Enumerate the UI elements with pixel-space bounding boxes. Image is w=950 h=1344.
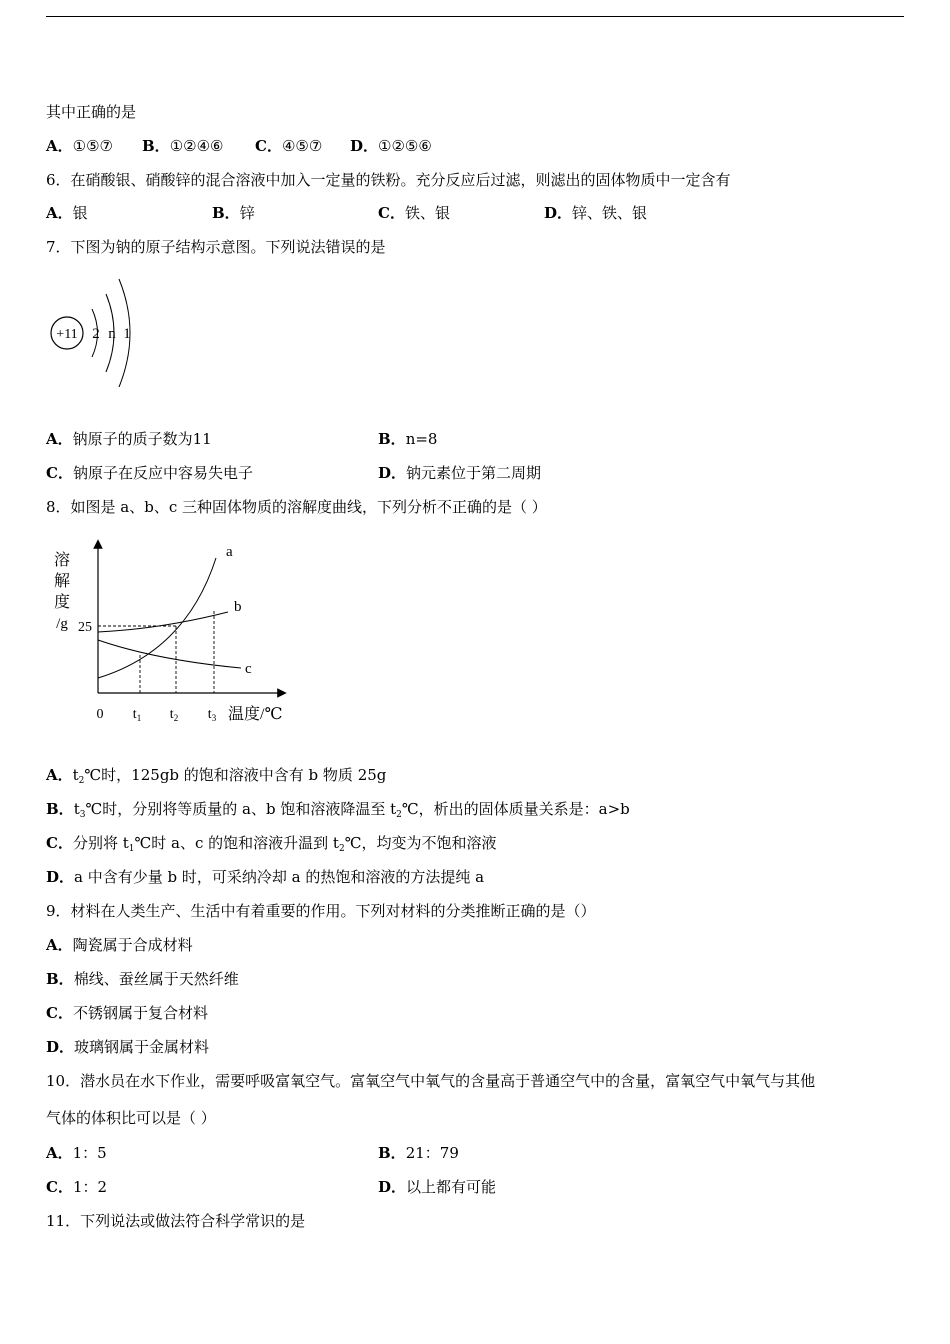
q7-option-c[interactable] (46, 463, 253, 483)
q5-option-a[interactable] (46, 136, 113, 156)
option-text: 1：5 (72, 1144, 107, 1162)
curve-b-label: b (234, 599, 242, 615)
option-text: n=8 (405, 430, 438, 448)
option-label: B． (212, 204, 240, 222)
option-text: 棉线、蚕丝属于天然纤维 (73, 970, 239, 988)
curve-a-label: a (226, 544, 233, 560)
q9-option-c[interactable] (46, 1003, 208, 1023)
option-text: 钠原子在反应中容易失电子 (72, 464, 253, 482)
option-text: ①⑤⑦ (72, 137, 113, 155)
y-tick-25: 25 (78, 620, 92, 635)
option-text: 陶瓷属于合成材料 (72, 936, 193, 954)
option-text: 玻璃钢属于金属材料 (74, 1038, 210, 1056)
q9-option-a[interactable] (46, 935, 193, 955)
q10-option-a[interactable] (46, 1143, 107, 1163)
option-label: D． (544, 204, 573, 222)
q10-option-b[interactable] (378, 1143, 459, 1163)
option-text: 21：79 (405, 1144, 459, 1162)
option-text: ④⑤⑦ (281, 137, 323, 155)
q6-option-c[interactable] (378, 203, 450, 223)
option-text: $t_3℃$时，分别将等质量的 a、b 饱和溶液降温至 $t_2℃$，析出的固体质量关系是：a>b (73, 800, 630, 820)
option-text: ①②④⑥ (169, 137, 224, 155)
x-tick-t1: $t_1$ (132, 707, 142, 723)
option-label: A． (46, 936, 73, 954)
q6-option-d[interactable] (544, 203, 647, 223)
curve-c (98, 640, 241, 668)
q6-option-b[interactable] (212, 203, 255, 223)
q10-stem-line-1: 10．潜水员在水下作业，需要呼吸富氧空气。富氧空气中氧气的含量高于普通空气中的含量，富氧空气中氧气与其他 (46, 1072, 816, 1090)
q7-stem: 7．下图为钠的原子结构示意图。下列说法错误的是 (46, 238, 386, 256)
q7-option-d[interactable] (378, 463, 541, 483)
q5-option-d[interactable] (350, 136, 432, 156)
option-label: B． (378, 430, 406, 448)
q9-stem: 9．材料在人类生产、生活中有着重要的作用。下列对材料的分类推断正确的是（） (46, 902, 596, 920)
sodium-atom-diagram (46, 276, 141, 391)
y-label-char-1: 溶 (53, 552, 71, 569)
option-label: A． (46, 137, 73, 155)
option-label: A． (46, 1144, 73, 1162)
q10-option-d[interactable] (378, 1177, 496, 1197)
option-label: B． (142, 137, 170, 155)
q11-stem: 11．下列说法或做法符合科学常识的是 (46, 1212, 306, 1230)
option-label: D． (350, 137, 379, 155)
option-label: C． (46, 834, 73, 852)
x-tick-t2: $t_2$ (169, 707, 179, 723)
q6-stem: 6．在硝酸银、硝酸锌的混合溶液中加入一定量的铁粉。充分反应后过滤，则滤出的固体物质中一定含有 (46, 171, 731, 189)
q10-stem-line-2: 气体的体积比可以是（ ） (46, 1109, 216, 1127)
option-label: A． (46, 766, 73, 784)
option-text: 锌 (239, 204, 255, 222)
curve-c-label: c (245, 661, 252, 677)
q9-option-d[interactable] (46, 1037, 209, 1057)
q8-stem: 8．如图是 a、b、c 三种固体物质的溶解度曲线，下列分析不正确的是（ ） (46, 498, 547, 516)
option-label: B． (46, 970, 74, 988)
x-origin-label: 0 (96, 707, 104, 722)
option-label: C． (46, 1178, 73, 1196)
q8-option-d[interactable] (46, 867, 484, 887)
header-rule (46, 16, 904, 17)
option-text: 分别将 $t_1℃$时 a、c 的饱和溶液升温到 $t_2℃$，均变为不饱和溶液 (72, 834, 497, 854)
option-label: C． (46, 464, 73, 482)
option-label: B． (46, 800, 74, 818)
option-label: A． (46, 204, 73, 222)
curve-b (98, 612, 228, 632)
q9-option-b[interactable] (46, 969, 239, 989)
option-label: C． (46, 1004, 73, 1022)
option-text: 以上都有可能 (406, 1178, 497, 1196)
q5-option-c[interactable] (255, 136, 322, 156)
option-text: ①②⑤⑥ (378, 137, 432, 155)
q8-option-c[interactable] (46, 833, 496, 859)
option-text: 钠原子的质子数为11 (72, 430, 212, 448)
option-text: $t_2℃$时，125gb 的饱和溶液中含有 b 物质 25g (72, 766, 387, 786)
q8-option-a[interactable] (46, 765, 386, 791)
option-label: D． (46, 1038, 75, 1056)
solubility-chart (46, 536, 291, 726)
q8-option-b[interactable] (46, 799, 630, 825)
q5-option-b[interactable] (142, 136, 223, 156)
option-label: D． (46, 868, 75, 886)
option-label: C． (378, 204, 405, 222)
q10-option-c[interactable] (46, 1177, 107, 1197)
option-text: 锌、铁、银 (572, 204, 648, 222)
y-label-char-2: 解 (53, 573, 71, 590)
option-label: D． (378, 1178, 407, 1196)
y-label-char-3: 度 (53, 594, 71, 611)
option-text: 钠元素位于第二周期 (406, 464, 542, 482)
q6-option-a[interactable] (46, 203, 88, 223)
option-label: B． (378, 1144, 406, 1162)
q7-option-a[interactable] (46, 429, 212, 449)
option-text: a 中含有少量 b 时，可采纳冷却 a 的热饱和溶液的方法提纯 a (74, 868, 485, 886)
y-label-char-4: /g (56, 616, 68, 632)
x-tick-t3: $t_3$ (207, 707, 217, 723)
nucleus-charge: +11 (56, 327, 78, 342)
option-text: 不锈钢属于复合材料 (72, 1004, 208, 1022)
x-axis-label: 温度/℃ (228, 706, 283, 723)
option-label: A． (46, 430, 73, 448)
shell-2-count: n (108, 326, 116, 342)
option-text: 银 (72, 204, 88, 222)
option-text: 铁、银 (404, 204, 450, 222)
q5-intro: 其中正确的是 (46, 103, 137, 121)
q7-option-b[interactable] (378, 429, 437, 449)
option-label: C． (255, 137, 282, 155)
curve-a (98, 558, 216, 678)
option-text: 1：2 (72, 1178, 108, 1196)
shell-3-count: 1 (123, 326, 131, 342)
shell-1-count: 2 (92, 326, 100, 342)
option-label: D． (378, 464, 407, 482)
